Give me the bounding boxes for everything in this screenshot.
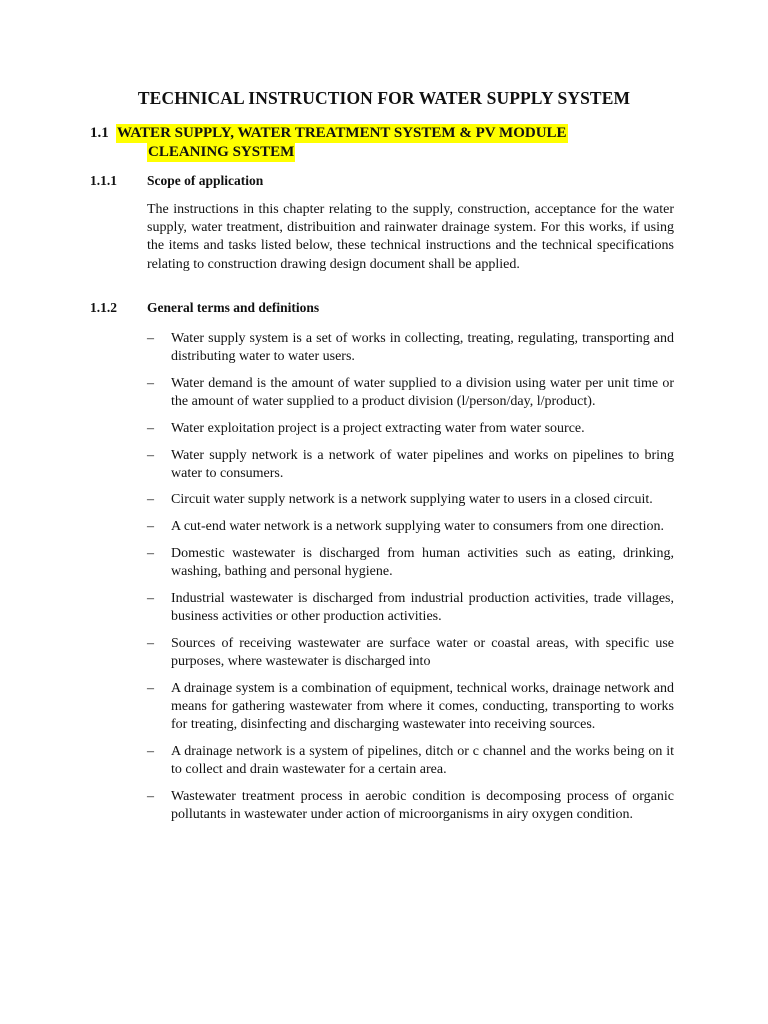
list-item	[147, 545, 674, 581]
definition-text: Sources of receiving wastewater are surface water or coastal areas, with specific use purposes, where wastewater is discharged into	[171, 635, 674, 669]
dash-bullet: –	[147, 635, 154, 651]
section-title-line-1: WATER SUPPLY, WATER TREATMENT SYSTEM & PV MODULE	[117, 125, 567, 141]
dash-bullet: –	[147, 447, 154, 463]
definitions-list	[147, 330, 674, 832]
definition-text: Wastewater treatment process in aerobic condition is decomposing process of organic pollutants in wastewater under action of microorganisms in airy oxygen condition.	[171, 788, 674, 822]
subsection-title-definitions: General terms and definitions	[147, 300, 320, 315]
list-item	[147, 680, 674, 735]
subsection-title-scope: Scope of application	[147, 173, 264, 188]
dash-bullet: –	[147, 420, 154, 436]
definition-text: Domestic wastewater is discharged from human activities such as eating, drinking, washing, bathing and personal hygiene.	[171, 545, 674, 580]
definition-text: Industrial wastewater is discharged from industrial production activities, trade villages, business activities or other production activities.	[171, 590, 674, 624]
section-title-line-2: CLEANING SYSTEM	[148, 144, 295, 160]
dash-bullet: –	[147, 680, 154, 696]
list-item	[147, 375, 674, 411]
definition-text: A cut-end water network is a network supplying water to consumers from one direction.	[171, 519, 664, 535]
definition-text: Water exploitation project is a project extracting water from water source.	[171, 420, 585, 436]
dash-bullet: –	[147, 743, 154, 759]
section-number: 1.1	[90, 125, 109, 141]
definition-text: A drainage system is a combination of equipment, technical works, drainage network and means for gathering wastewater from where it comes, conducting, transporting to works for treating, disinfecting and discharging wastewater into receiving sources.	[171, 680, 674, 732]
subsection-number-scope: 1.1.1	[90, 173, 117, 188]
definition-text: Water demand is the amount of water supplied to a division using water per unit time or the amount of water supplied to a product division (l/person/day, l/product).	[171, 375, 674, 410]
list-item	[147, 420, 674, 438]
list-item	[147, 590, 674, 626]
dash-bullet: –	[147, 545, 154, 561]
dash-bullet: –	[147, 331, 154, 346]
dash-bullet: –	[147, 519, 154, 535]
dash-bullet: –	[147, 375, 154, 391]
subsection-number-definitions: 1.1.2	[90, 300, 117, 315]
list-item	[147, 788, 674, 824]
list-item	[147, 518, 674, 536]
list-item	[147, 447, 674, 483]
list-item	[147, 491, 674, 509]
definition-text: Water supply network is a network of water pipelines and works on pipelines to bring water to consumers.	[171, 447, 674, 481]
definition-text: Circuit water supply network is a network supplying water to users in a closed circuit.	[171, 492, 653, 508]
list-item	[147, 330, 674, 366]
dash-bullet: –	[147, 492, 154, 508]
list-item	[147, 743, 674, 779]
dash-bullet: –	[147, 788, 154, 804]
scope-paragraph: The instructions in this chapter relating to the supply, construction, acceptance for the water supply, water treatment, distribuition and rainwater drainage system. For this works, if using the items and tasks listed below, these technical instructions and the technical specifications relating to construction drawing design document shall be applied.	[147, 202, 674, 272]
definition-text: Water supply system is a set of works in collecting, treating, regulating, transporting and distributing water to water users.	[171, 331, 674, 365]
dash-bullet: –	[147, 590, 154, 606]
definition-text: A drainage network is a system of pipelines, ditch or c channel and the works being on it to collect and drain wastewater for a certain area.	[171, 743, 674, 777]
list-item	[147, 635, 674, 671]
document-title: TECHNICAL INSTRUCTION FOR WATER SUPPLY SYSTEM	[137, 88, 631, 108]
